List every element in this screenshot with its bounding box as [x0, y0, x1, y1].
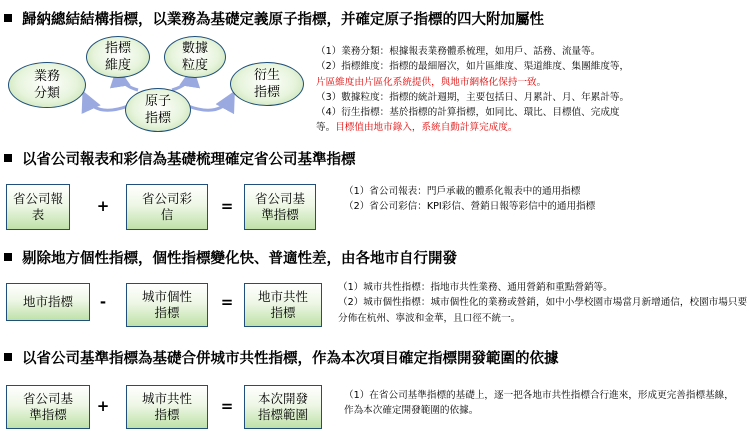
- note-city-specific: （2）城市個性指標：城市個性化的業務或營銷，如中小學校園市場當月新增通信，校園市場只要分佈在杭州、寧波和金華，且口徑不統一。: [338, 297, 748, 324]
- minus-operator: -: [99, 293, 107, 311]
- note-derived-indicator-tail: 等。: [316, 122, 336, 134]
- equals-operator: =: [220, 293, 234, 311]
- box-dev-scope-line2: 指標範圍: [257, 407, 308, 422]
- box-provincial-baseline-line1: 省公司基: [254, 191, 305, 206]
- arrow-to-derived-indicator: [188, 96, 232, 110]
- section-3-notes: [338, 280, 752, 326]
- node-indicator-dimension-line1: 指標: [104, 41, 131, 56]
- node-data-granularity: [164, 36, 226, 78]
- box-provincial-mms: [126, 184, 208, 230]
- note-derived-indicator-cont: [316, 120, 752, 135]
- equals-operator: =: [220, 397, 234, 415]
- box-city-common-indicators-2: [126, 385, 208, 429]
- box-city-common-indicators-line1: 地市共性: [257, 289, 308, 304]
- box-provincial-mms-line2: 信: [160, 207, 174, 222]
- note-business-category: （1）業務分類：根據報表業務體系梳理，如用戶、話務、流量等。: [316, 46, 601, 57]
- node-derived-indicator-line1: 衍生: [253, 68, 280, 83]
- box-provincial-baseline-2-line1: 省公司基: [22, 391, 73, 406]
- box-provincial-report-line1: 省公司報: [12, 191, 63, 206]
- box-city-common-indicators-2-line2: 指標: [154, 407, 180, 422]
- note-city-common: （1）城市共性指標：指地市共性業務、通用營銷和重點營銷等。: [338, 282, 613, 293]
- note-derived-indicator-highlight: 目標值由地市錄入，系統自動計算完成度。: [335, 122, 518, 134]
- plus-operator: +: [96, 397, 110, 415]
- node-indicator-dimension: [86, 36, 150, 78]
- box-city-specific-indicators: [126, 283, 208, 327]
- box-provincial-report-line2: 表: [31, 207, 45, 222]
- box-provincial-mms-line1: 省公司彩: [141, 191, 192, 206]
- section-4-heading: [4, 350, 559, 368]
- box-city-common-indicators-line2: 指標: [270, 305, 296, 320]
- node-indicator-dimension-line2: 維度: [104, 58, 131, 73]
- section-2-heading-text: 以省公司報表和彩信為基礎梳理確定省公司基準指標: [22, 152, 356, 168]
- box-dev-scope: [244, 385, 322, 429]
- node-business-category: [8, 62, 86, 108]
- box-city-indicators-line1: 地市指標: [22, 294, 73, 309]
- box-provincial-baseline: [244, 184, 316, 230]
- node-data-granularity-line2: 粒度: [181, 58, 208, 73]
- note-dev-scope: （1）在省公司基準指標的基礎上，逐一把各地市共性指標合行進來，形成更完善指標基線，作為本次確定開發範圍的依據。: [344, 390, 734, 417]
- box-city-common-indicators: [244, 283, 322, 327]
- node-business-category-line1: 業務: [33, 69, 60, 84]
- box-provincial-baseline-2-line2: 準指標: [29, 407, 67, 422]
- box-city-specific-indicators-line1: 城市個性: [141, 289, 192, 304]
- node-business-category-line2: 分類: [33, 86, 60, 101]
- node-data-granularity-line1: 數據: [181, 41, 208, 56]
- note-provincial-report: （1）省公司報表：門戶承載的體系化報表中的通用指標: [344, 186, 581, 197]
- note-data-granularity: （3）數據粒度：指標的統計週期，主要包括日、月累計、月、年累計等。: [316, 91, 630, 103]
- section-2-notes: [344, 184, 744, 215]
- node-atomic-indicator-line2: 指標: [144, 111, 171, 126]
- section-4-notes: [344, 388, 734, 419]
- note-provincial-mms: （2）省公司彩信：KPI彩信、營銷日報等彩信中的通用指標: [344, 201, 596, 213]
- box-city-indicators: [6, 283, 90, 321]
- equals-operator: =: [220, 197, 234, 215]
- plus-operator: +: [96, 197, 110, 215]
- square-bullet-icon: [4, 253, 12, 261]
- node-derived-indicator-line2: 指標: [253, 85, 280, 100]
- box-provincial-baseline-line2: 準指標: [261, 207, 299, 222]
- box-provincial-report: [6, 184, 70, 230]
- box-dev-scope-line1: 本次開發: [257, 391, 308, 406]
- section-2-heading: [4, 151, 356, 169]
- section-1-notes: [316, 44, 752, 136]
- node-atomic-indicator-line1: 原子: [144, 94, 171, 109]
- node-derived-indicator: [230, 62, 304, 106]
- arrow-to-business-category: [85, 96, 128, 110]
- section-4-heading-text: 以省公司基準指標為基礎合併城市共性指標，作為本次項目確定指標開發範圍的依據: [22, 351, 559, 367]
- square-bullet-icon: [4, 353, 12, 361]
- box-city-common-indicators-2-line1: 城市共性: [141, 391, 192, 406]
- section-1-heading-text: 歸納總結結構指標，以業務為基礎定義原子指標，并確定原子指標的四大附加屬性: [22, 12, 544, 28]
- note-derived-indicator: （4）衍生指標：基於指標的計算指標，如同比、環比、目標值、完成度: [316, 107, 620, 119]
- box-city-specific-indicators-line2: 指標: [154, 305, 180, 320]
- box-provincial-baseline-2: [6, 385, 90, 429]
- note-indicator-dimension: （2）指標維度：指標的最細層次，如片區維度、渠道維度、集團維度等，: [316, 61, 630, 73]
- section-3-heading-text: 剔除地方個性指標，個性指標變化快、普適性差，由各地市自行開發: [22, 251, 457, 267]
- node-atomic-indicator: [125, 88, 191, 132]
- square-bullet-icon: [4, 154, 12, 162]
- section-3-heading: [4, 250, 457, 268]
- note-indicator-dimension-highlight: 片區維度由片區化系統提供，與地市網格化保持一致。: [316, 76, 547, 88]
